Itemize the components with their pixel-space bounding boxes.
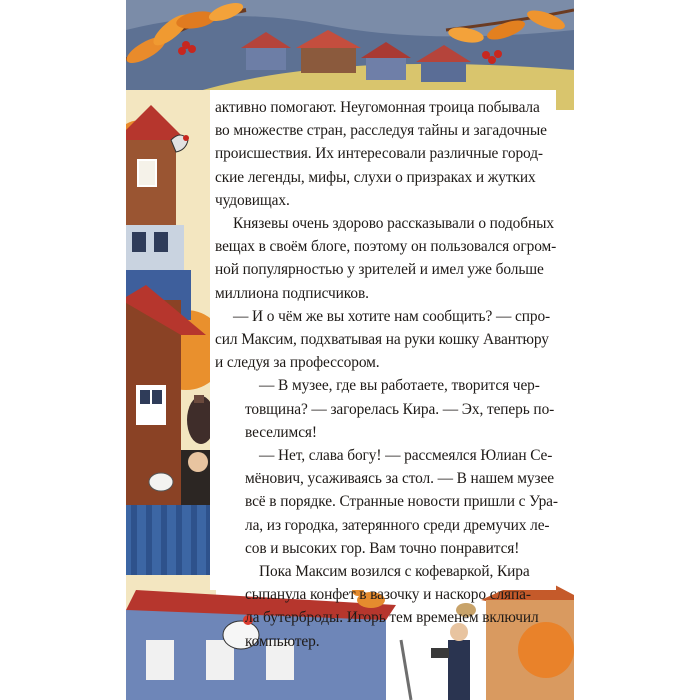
goat-icon xyxy=(149,473,173,491)
text-line: ла бутерброды. Игорь тем временем включил xyxy=(245,609,539,627)
text-line: товщина? — загорелась Кира. — Эх, теперь по- xyxy=(245,400,555,418)
text-line: ла, из городка, затерянного среди дремучих ле- xyxy=(245,516,550,534)
paragraph-3 xyxy=(215,305,551,375)
text-line: веселимся! xyxy=(245,423,317,441)
text-line: и следуя за профессором. xyxy=(215,354,380,372)
text-line: — В музее, где вы работаете, творится чер- xyxy=(259,377,540,395)
text-line: активно помогают. Неугомонная троица побывала xyxy=(215,99,540,116)
paragraph-2 xyxy=(215,212,557,305)
text-line: ские легенды, мифы, слухи о призраках и жутких xyxy=(215,168,536,186)
text-line: вещах в своём блоге, поэтому он пользовался огром- xyxy=(215,238,557,256)
text-line: ной популярностью у зрителей и имел уже больше xyxy=(215,261,544,279)
text-line: — И о чём же вы хотите нам сообщить? — спро- xyxy=(233,307,551,325)
text-line: Князевы очень здорово рассказывали о подобных xyxy=(233,215,554,233)
text-line: чудовищах. xyxy=(215,191,290,209)
text-line: сил Максим, подхватывая на руки кошку Авантюру xyxy=(215,331,549,349)
paragraph-1 xyxy=(215,96,545,212)
text-line: происшествия. Их интересовали различные город- xyxy=(215,145,543,163)
text-line: сов и высоких гор. Вам точно понравится! xyxy=(245,539,520,557)
text-line: — Нет, слава богу! — рассмеялся Юлиан Се- xyxy=(259,447,553,465)
text-line: Пока Максим возился с кофеваркой, Кира xyxy=(259,563,530,581)
book-text xyxy=(215,96,558,653)
text-line: сыпанула конфет в вазочку и наскоро сляпа- xyxy=(245,586,531,604)
text-line: компьютер. xyxy=(245,632,320,650)
paragraph-6 xyxy=(215,560,545,653)
blue-fence-bottom xyxy=(126,505,216,575)
text-line: миллиона подписчиков. xyxy=(215,284,369,302)
paragraph-5 xyxy=(215,444,558,560)
paragraph-4 xyxy=(215,374,555,444)
text-line: всё в порядке. Странные новости пришли с Ура- xyxy=(245,493,558,511)
text-line: во множестве стран, расследуя тайны и загадочные xyxy=(215,122,547,140)
text-line: мёнович, усаживаясь за стол. — В нашем музее xyxy=(245,470,554,488)
